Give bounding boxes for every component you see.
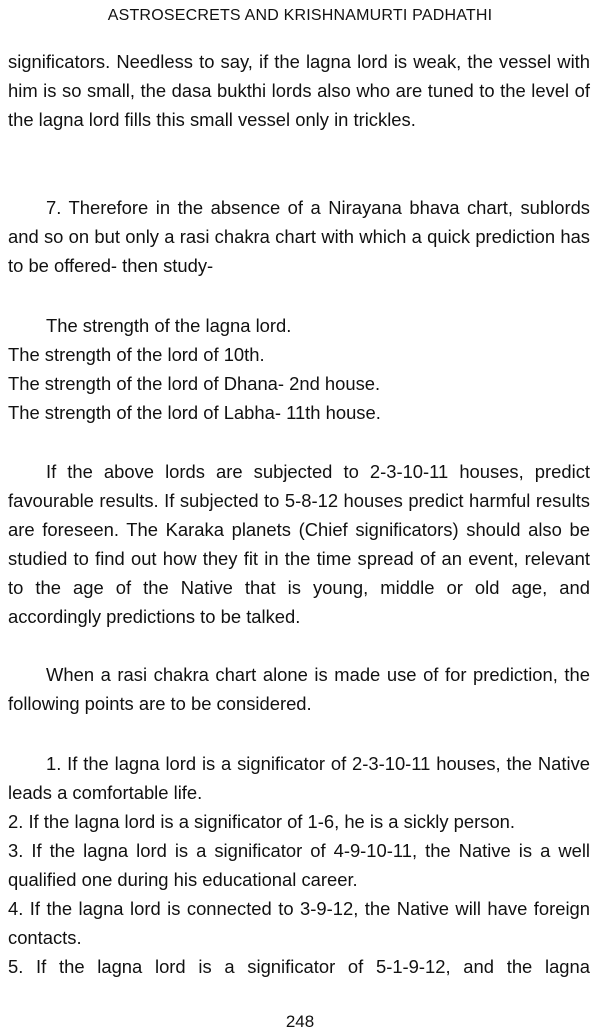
paragraph-3-text: If the above lords are subjected to 2-3-10-11 houses, predict favourable results. If subjected to 5-8-12 houses predict harmful results are foreseen. The Karaka planets (Chief significators) should also be studied to find out how they fit in the time spread of an event, relevant to the age of the Native that is young, middle or old age, and accordingly predictions to be talked. xyxy=(8,461,590,627)
paragraph-2 xyxy=(8,193,590,280)
strength-item-3: The strength of the lord of Dhana- 2nd house. xyxy=(8,373,381,394)
point-1: 1. If the lagna lord is a significator of 2-3-10-11 houses, the Native leads a comfortable life. xyxy=(8,753,590,803)
points-list xyxy=(8,749,590,981)
point-3: 3. If the lagna lord is a significator of 4-9-10-11, the Native is a well qualified one during his educational career. xyxy=(8,840,590,890)
paragraph-4 xyxy=(8,660,590,718)
page-number: 248 xyxy=(285,1012,315,1031)
strength-list xyxy=(8,311,590,427)
strength-item-1: The strength of the lagna lord. xyxy=(46,315,292,336)
paragraph-2-text: 7. Therefore in the absence of a Nirayana bhava chart, sublords and so on but only a rasi chakra chart with which a quick prediction has to be offered- then study- xyxy=(8,197,590,276)
paragraph-4-text: When a rasi chakra chart alone is made use of for prediction, the following points are to be considered. xyxy=(8,664,590,714)
point-2: 2. If the lagna lord is a significator of 1-6, he is a sickly person. xyxy=(8,811,516,832)
paragraph-3 xyxy=(8,457,590,631)
strength-item-4: The strength of the lord of Labha- 11th house. xyxy=(8,402,381,423)
point-4: 4. If the lagna lord is connected to 3-9-12, the Native will have foreign contacts. xyxy=(8,898,590,948)
paragraph-1 xyxy=(8,47,590,134)
point-5: 5. If the lagna lord is a significator of 5-1-9-12, and the lagna xyxy=(8,956,590,977)
strength-item-2: The strength of the lord of 10th. xyxy=(8,344,265,365)
running-head: ASTROSECRETS AND KRISHNAMURTI PADHATHI xyxy=(107,7,493,24)
paragraph-1-text: significators. Needless to say, if the lagna lord is weak, the vessel with him is so small, the dasa bukthi lords also who are tuned to the level of the lagna lord fills this small vessel only in trickles. xyxy=(8,51,590,130)
